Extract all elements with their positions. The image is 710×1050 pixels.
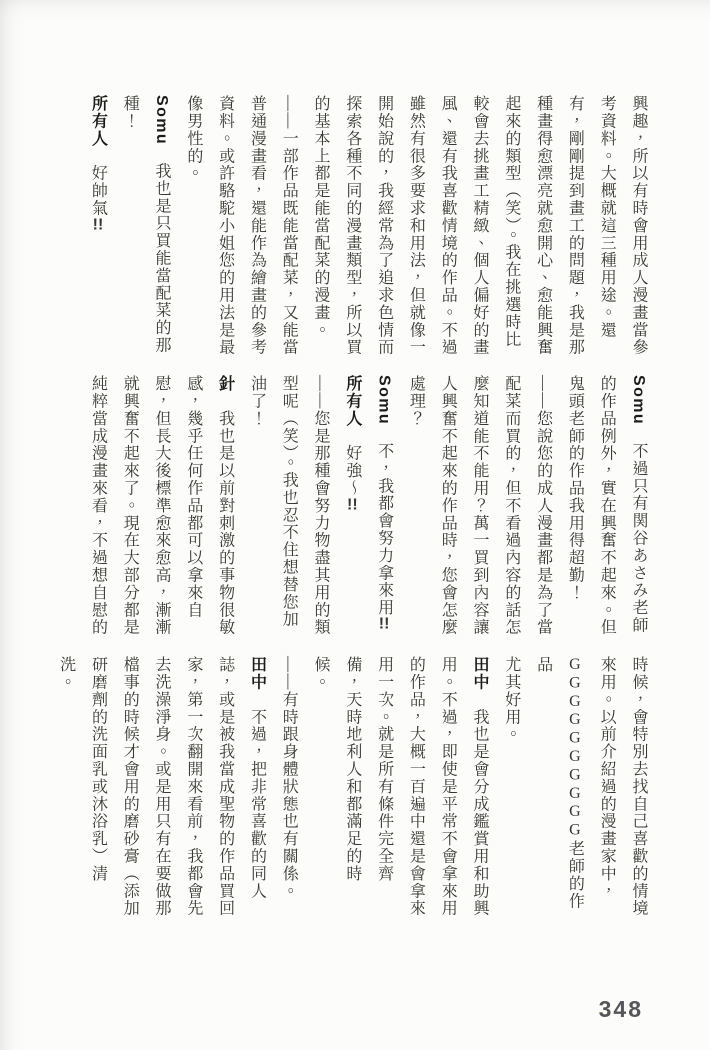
text-column — [113, 656, 145, 919]
text-segment: 慰，但長大後標準愈來愈高，漸漸 — [153, 375, 171, 636]
tcy-exclamation: !! — [347, 496, 358, 513]
text-segment: ——一部作品既能當配菜，又能當 — [280, 95, 298, 356]
text-column — [241, 375, 273, 638]
text-column — [590, 375, 622, 638]
text-column — [527, 95, 559, 358]
text-column — [495, 375, 527, 638]
text-segment: ——您是那種會努力物盡其用的類 — [312, 375, 330, 636]
text-column — [241, 656, 273, 919]
text-segment: 像男性的。 — [184, 95, 202, 182]
text-column — [272, 95, 304, 358]
text-segment: 的基本上都是能當配菜的漫畫。 — [312, 95, 330, 339]
text-segment: 研磨劑的洗面乳或沐浴乳）清 — [89, 656, 107, 883]
text-segment: 探索各種不同的漫畫類型，所以買 — [343, 95, 361, 356]
text-segment: 較會去挑畫工精緻、個人偏好的畫 — [471, 95, 489, 356]
text-segment: 就興奮不起來了。現在大部分都是 — [121, 375, 139, 636]
text-segment: 去洗澡淨身。或是用只有在要做那 — [153, 656, 171, 917]
text-segment: 洗。 — [57, 656, 75, 691]
text-segment: 誌，或是被我當成聖物的作品買回 — [216, 656, 234, 917]
text-segment: 種！ — [121, 95, 139, 130]
text-column — [304, 95, 336, 358]
text-column — [304, 375, 336, 638]
text-column — [400, 95, 432, 358]
text-segment: 候。 — [312, 656, 330, 691]
text-segment: 資料。或許駱駝小姐您的用法是最 — [216, 95, 234, 356]
text-segment: 我也是以前對刺激的事物很敏 — [216, 392, 234, 637]
text-segment: 我也是會分成鑑賞用和助興 — [471, 690, 489, 918]
text-segment: 老師的作品 — [534, 656, 584, 910]
text-segment: ——您說您的成人漫畫都是為了當 — [534, 375, 552, 636]
text-segment: 風、還有我喜歡情境的作品。不過 — [439, 95, 457, 356]
text-column — [622, 95, 654, 358]
text-column — [50, 656, 82, 919]
text-segment: 普通漫畫看，還能作為繪畫的參考 — [248, 95, 266, 356]
speaker-name: 所有人 — [89, 95, 107, 148]
text-column — [527, 375, 559, 638]
text-segment: 不，我都會努力拿來用 — [375, 425, 393, 617]
text-segment: 的作品例外，實在興奮不起來。但 — [598, 375, 616, 636]
text-column — [622, 656, 654, 919]
text-column — [590, 656, 622, 919]
text-column — [113, 375, 145, 638]
text-segment: 用一次。就是所有條件完全齊 — [375, 656, 393, 883]
text-column — [209, 95, 241, 358]
speaker-name: 針 — [216, 375, 234, 393]
text-column — [463, 95, 495, 358]
speaker-name: Somu — [153, 95, 171, 146]
text-column — [559, 95, 591, 358]
speaker-name: Somu — [630, 375, 647, 426]
text-band-top — [82, 95, 654, 358]
text-segment: 感，幾乎任何作品都可以拿來自 — [184, 375, 202, 619]
text-segment: 不過，把非常喜歡的同人 — [248, 690, 266, 900]
text-column — [463, 375, 495, 638]
text-column — [431, 95, 463, 358]
text-column — [559, 375, 591, 638]
text-segment: 雖然有很多要求和用法，但就像一 — [407, 95, 425, 356]
text-column — [145, 95, 177, 358]
text-segment: 好帥氣 — [89, 147, 107, 217]
text-segment: 好強～ — [343, 427, 361, 497]
text-column — [495, 95, 527, 358]
text-segment: 興趣，所以有時會用成人漫畫當參 — [630, 95, 647, 356]
text-segment: 鬼頭老師的作品我用得超勤！ — [566, 375, 584, 602]
text-band-middle — [82, 375, 654, 638]
text-segment: 配菜而買的，但不看過內容的話怎 — [502, 375, 520, 636]
text-column — [272, 656, 304, 919]
text-segment: 種畫得愈漂亮就愈開心、愈能興奮 — [534, 95, 552, 356]
speaker-name: 田中 — [248, 656, 266, 691]
tcy-exclamation: !! — [92, 216, 104, 233]
text-column — [590, 95, 622, 358]
text-column — [241, 95, 273, 358]
text-segment: 有，剛剛提到畫工的問題，我是那 — [566, 95, 584, 356]
text-segment: 人興奮不起來的作品時，您會怎麼 — [439, 375, 457, 636]
text-column — [177, 656, 209, 919]
text-segment: 麼知道能不能用？萬一買到內容讓 — [471, 375, 489, 636]
speaker-name: 田中 — [471, 656, 489, 691]
page-number: 348 — [598, 996, 643, 1022]
text-column — [336, 656, 368, 919]
text-column — [400, 656, 432, 919]
text-column — [368, 375, 400, 638]
text-column — [463, 656, 495, 919]
text-segment: 用。不過，即使是平常不會拿來用 — [439, 656, 457, 917]
text-column — [622, 375, 654, 638]
text-column — [368, 95, 400, 358]
text-column — [495, 656, 527, 919]
text-column — [368, 656, 400, 919]
text-column — [209, 656, 241, 919]
text-segment: 來用。以前介紹過的漫畫家中， — [598, 656, 616, 900]
text-segment: 考資料。大概就這三種用途。還 — [598, 95, 616, 339]
text-column — [336, 375, 368, 638]
text-column — [82, 375, 114, 638]
text-segment: 開始說的，我經常為了追求色情而 — [375, 95, 393, 356]
text-column — [113, 95, 145, 358]
text-column — [272, 375, 304, 638]
text-segment: 起來的類型（笑）。我在挑選時比 — [502, 95, 520, 348]
text-band-bottom — [50, 656, 654, 919]
text-column — [304, 656, 336, 919]
text-segment: ——有時跟身體狀態也有關係。 — [280, 656, 298, 900]
text-segment: 檔事的時候才會用的磨砂膏（添加 — [121, 656, 139, 917]
text-column — [177, 95, 209, 358]
text-column — [431, 375, 463, 638]
text-column — [431, 656, 463, 919]
speaker-name: Somu — [375, 375, 393, 426]
text-segment: 我也是只買能當配菜的那 — [153, 145, 171, 354]
censored-name: GGGGGGGGGG — [566, 656, 584, 840]
text-column — [400, 375, 432, 638]
tcy-exclamation: !! — [378, 616, 390, 633]
text-column — [145, 375, 177, 638]
text-column — [527, 656, 591, 919]
text-column — [177, 375, 209, 638]
text-segment: 家，第一次翻開來看前，我都會先 — [184, 656, 202, 917]
speaker-name: 所有人 — [343, 375, 361, 428]
text-segment: 備，天時地利人和都滿足的時 — [343, 656, 361, 883]
text-segment: 不過只有関谷あさみ老師 — [630, 425, 647, 634]
text-column — [145, 656, 177, 919]
text-column — [209, 375, 241, 638]
text-column — [336, 95, 368, 358]
text-segment: 處理？ — [407, 375, 425, 428]
text-segment: 純粹當成漫畫來看，不過想自慰的 — [89, 375, 107, 636]
text-segment: 的作品，大概一百遍中還是會拿來 — [407, 656, 425, 917]
text-segment: 尤其好用。 — [502, 656, 520, 743]
text-column — [82, 95, 114, 358]
text-segment: 型呢（笑）。我也忍不住想替您加 — [280, 375, 298, 628]
text-column — [82, 656, 114, 919]
text-segment: 油了！ — [248, 375, 266, 428]
text-segment: 時候，會特別去找自己喜歡的情境 — [630, 656, 647, 917]
